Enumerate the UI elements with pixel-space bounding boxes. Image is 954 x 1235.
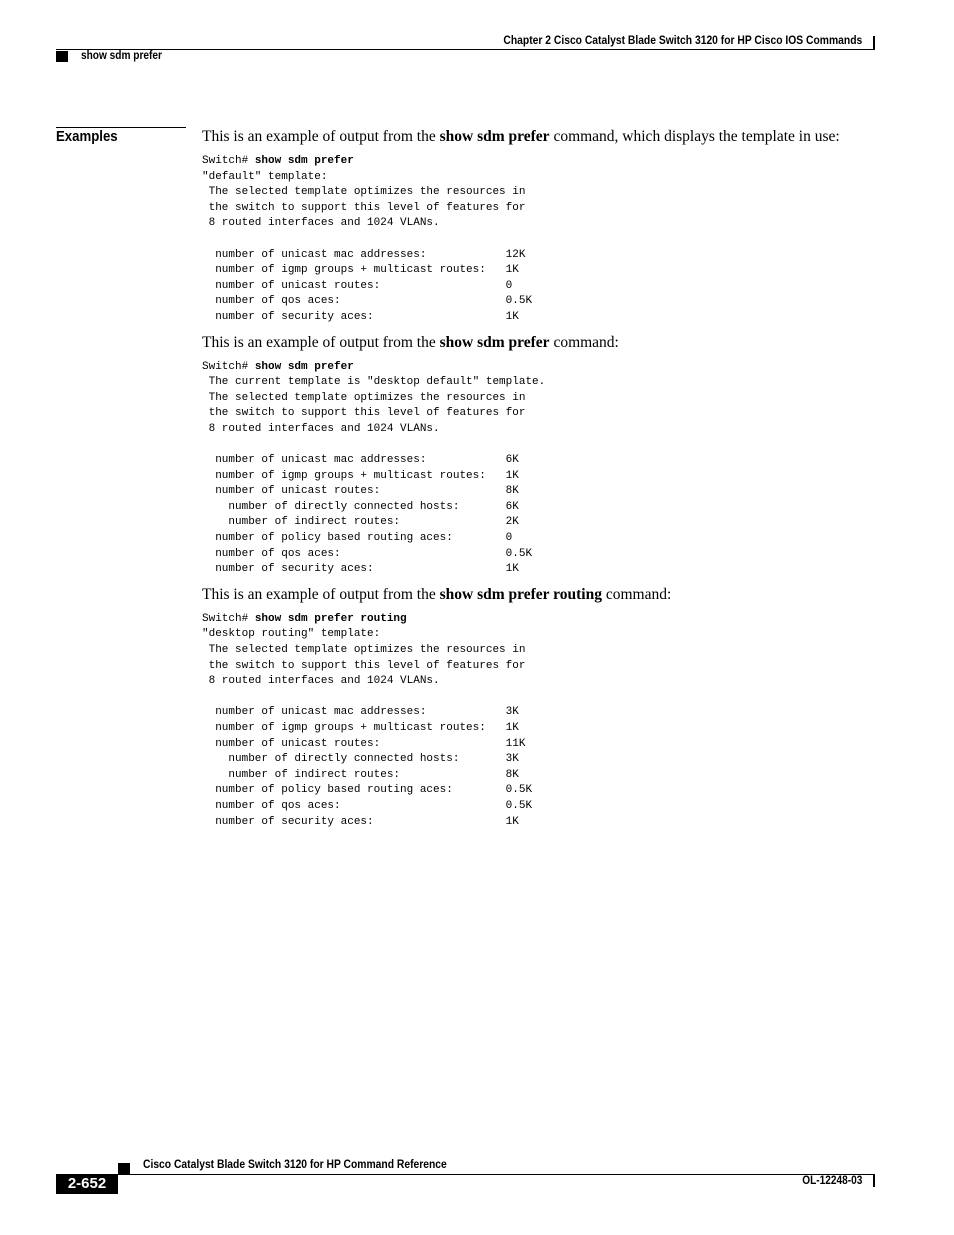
header-rule [56,49,874,50]
intro-text: command, which displays the template in use: [549,128,840,145]
document-id: OL-12248-03 [801,1175,862,1187]
book-title: Cisco Catalyst Blade Switch 3120 for HP Command Reference [143,1157,447,1171]
cli-prompt: Switch# [202,612,255,625]
intro-text: command: [549,333,619,351]
page-number: 2-652 [67,1175,107,1192]
code-output [202,154,892,326]
example-block [202,128,892,334]
section-title: show sdm prefer [81,50,162,62]
cli-prompt: Switch# [202,360,255,373]
example-block [202,334,892,586]
header-tick-mark [873,36,875,50]
code-output [202,360,892,578]
chapter-title: Chapter 2 Cisco Catalyst Blade Switch 3120 for HP Cisco IOS Commands [503,33,862,47]
cli-command: show sdm prefer [254,155,354,167]
intro-text: This is an example of output from the [202,128,440,145]
example-block [202,586,892,830]
example-intro [202,586,892,604]
intro-command: show sdm prefer [439,128,550,145]
page-number-box [56,1174,118,1194]
footer-rule [118,1174,875,1175]
example-intro [202,128,892,146]
command-output: The current template is "desktop default" template. The selected template optimizes the resources in the switch to support this level of features for 8 routed interfaces and 1024 VLANs. number of unicast mac addresses: 6K number of igmp groups + multicast routes: 1K number of unicast routes: 8K number of directly connected hosts: 6K number of indirect routes: 2K number of policy based routing aces: 0 number of qos aces: 0.5K number of security aces: 1K [208,376,546,576]
footer-tick-mark [873,1174,875,1187]
code-output [202,612,892,830]
intro-command: show sdm prefer [439,333,550,351]
header-marker-square [56,51,68,62]
intro-text: This is an example of output from the [202,333,440,351]
intro-command: show sdm prefer routing [439,585,602,603]
intro-text: This is an example of output from the [202,585,440,603]
command-output: "desktop routing" template: The selected template optimizes the resources in the switch to support this level of features for 8 routed interfaces and 1024 VLANs. number of unicast mac addresses: 3K number of igmp groups + multicast routes: 1K number of unicast routes: 11K number of directly connected hosts: 3K number of indirect routes: 8K number of policy based routing aces: 0.5K number of qos aces: 0.5K number of security aces: 1K [202,628,533,828]
cli-prompt: Switch# [202,155,255,167]
intro-text: command: [601,585,672,603]
footer-marker-square [118,1163,130,1174]
cli-command: show sdm prefer routing [254,612,407,625]
examples-content [202,128,892,830]
command-output: "default" template: The selected template optimizes the resources in the switch to support this level of features for 8 routed interfaces and 1024 VLANs. number of unicast mac addresses: 12K number of igmp groups + multicast routes: 1K number of unicast routes: 0 number of qos aces: 0.5K number of security aces: 1K [202,170,533,323]
examples-heading: Examples [56,128,118,145]
example-intro [202,334,892,352]
cli-command: show sdm prefer [254,360,354,373]
